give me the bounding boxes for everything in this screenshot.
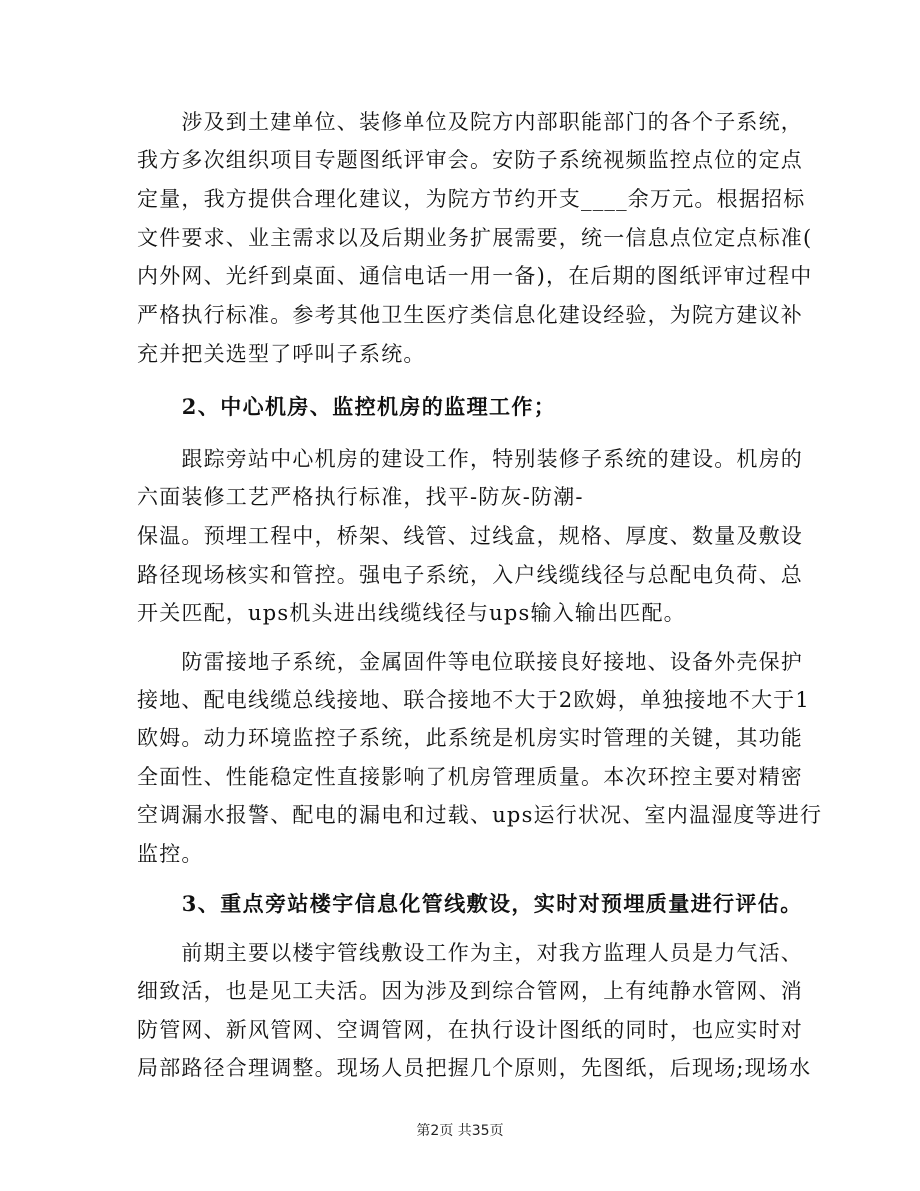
paragraph-line: 监控。 xyxy=(137,842,204,866)
paragraph-line: 开关匹配，ups机头进出线缆线径与ups输入输出匹配。 xyxy=(137,601,686,625)
section-heading: 3、重点旁站楼宇信息化管线敷设，实时对预埋质量进行评估。 xyxy=(137,891,803,916)
section-heading: 2、中心机房、监控机房的监理工作； xyxy=(137,394,557,419)
paragraph-line: 局部路径合理调整。现场人员把握几个原则，先图纸，后现场;现场水 xyxy=(137,1056,812,1080)
paragraph-line: 涉及到土建单位、装修单位及院方内部职能部门的各个子系统， xyxy=(137,110,803,134)
paragraph-line: 严格执行标准。参考其他卫生医疗类信息化建设经验，为院方建议补 xyxy=(137,303,803,327)
paragraph-line: 跟踪旁站中心机房的建设工作，特别装修子系统的建设。机房的 xyxy=(137,447,803,471)
paragraph-line: 路径现场核实和管控。强电子系统，入户线缆线径与总配电负荷、总 xyxy=(137,563,803,587)
paragraph-line: 防管网、新风管网、空调管网，在执行设计图纸的同时，也应实时对 xyxy=(137,1018,803,1042)
paragraph-line: 我方多次组织项目专题图纸评审会。安防子系统视频监控点位的定点 xyxy=(137,148,803,172)
paragraph-line: 全面性、性能稳定性直接影响了机房管理质量。本次环控主要对精密 xyxy=(137,765,803,789)
page-number-footer: 第2页 共35页 xyxy=(416,1123,504,1139)
paragraph-line: 保温。预埋工程中，桥架、线管、过线盒，规格、厚度、数量及敷设 xyxy=(137,524,803,548)
paragraph-line: 空调漏水报警、配电的漏电和过载、ups运行状况、室内温湿度等进行 xyxy=(137,803,823,827)
paragraph-line: 接地、配电线缆总线接地、联合接地不大于2欧姆，单独接地不大于1 xyxy=(137,688,810,712)
paragraph-line: 前期主要以楼宇管线敷设工作为主，对我方监理人员是力气活、 xyxy=(137,941,803,965)
paragraph-line: 充并把关选型了呼叫子系统。 xyxy=(137,342,426,366)
paragraph-line: 欧姆。动力环境监控子系统，此系统是机房实时管理的关键，其功能 xyxy=(137,726,803,750)
paragraph-line: 六面装修工艺严格执行标准，找平-防灰-防潮- xyxy=(137,485,584,509)
paragraph-line: 内外网、光纤到桌面、通信电话一用一备)，在后期的图纸评审过程中 xyxy=(137,264,813,288)
paragraph-line: 细致活，也是见工夫活。因为涉及到综合管网，上有纯静水管网、消 xyxy=(137,979,803,1003)
paragraph-line: 定量，我方提供合理化建议，为院方节约开支____余万元。根据招标 xyxy=(137,187,806,211)
paragraph-line: 防雷接地子系统，金属固件等电位联接良好接地、设备外壳保护 xyxy=(137,650,803,674)
paragraph-line: 文件要求、业主需求以及后期业务扩展需要，统一信息点位定点标准( xyxy=(137,226,813,250)
